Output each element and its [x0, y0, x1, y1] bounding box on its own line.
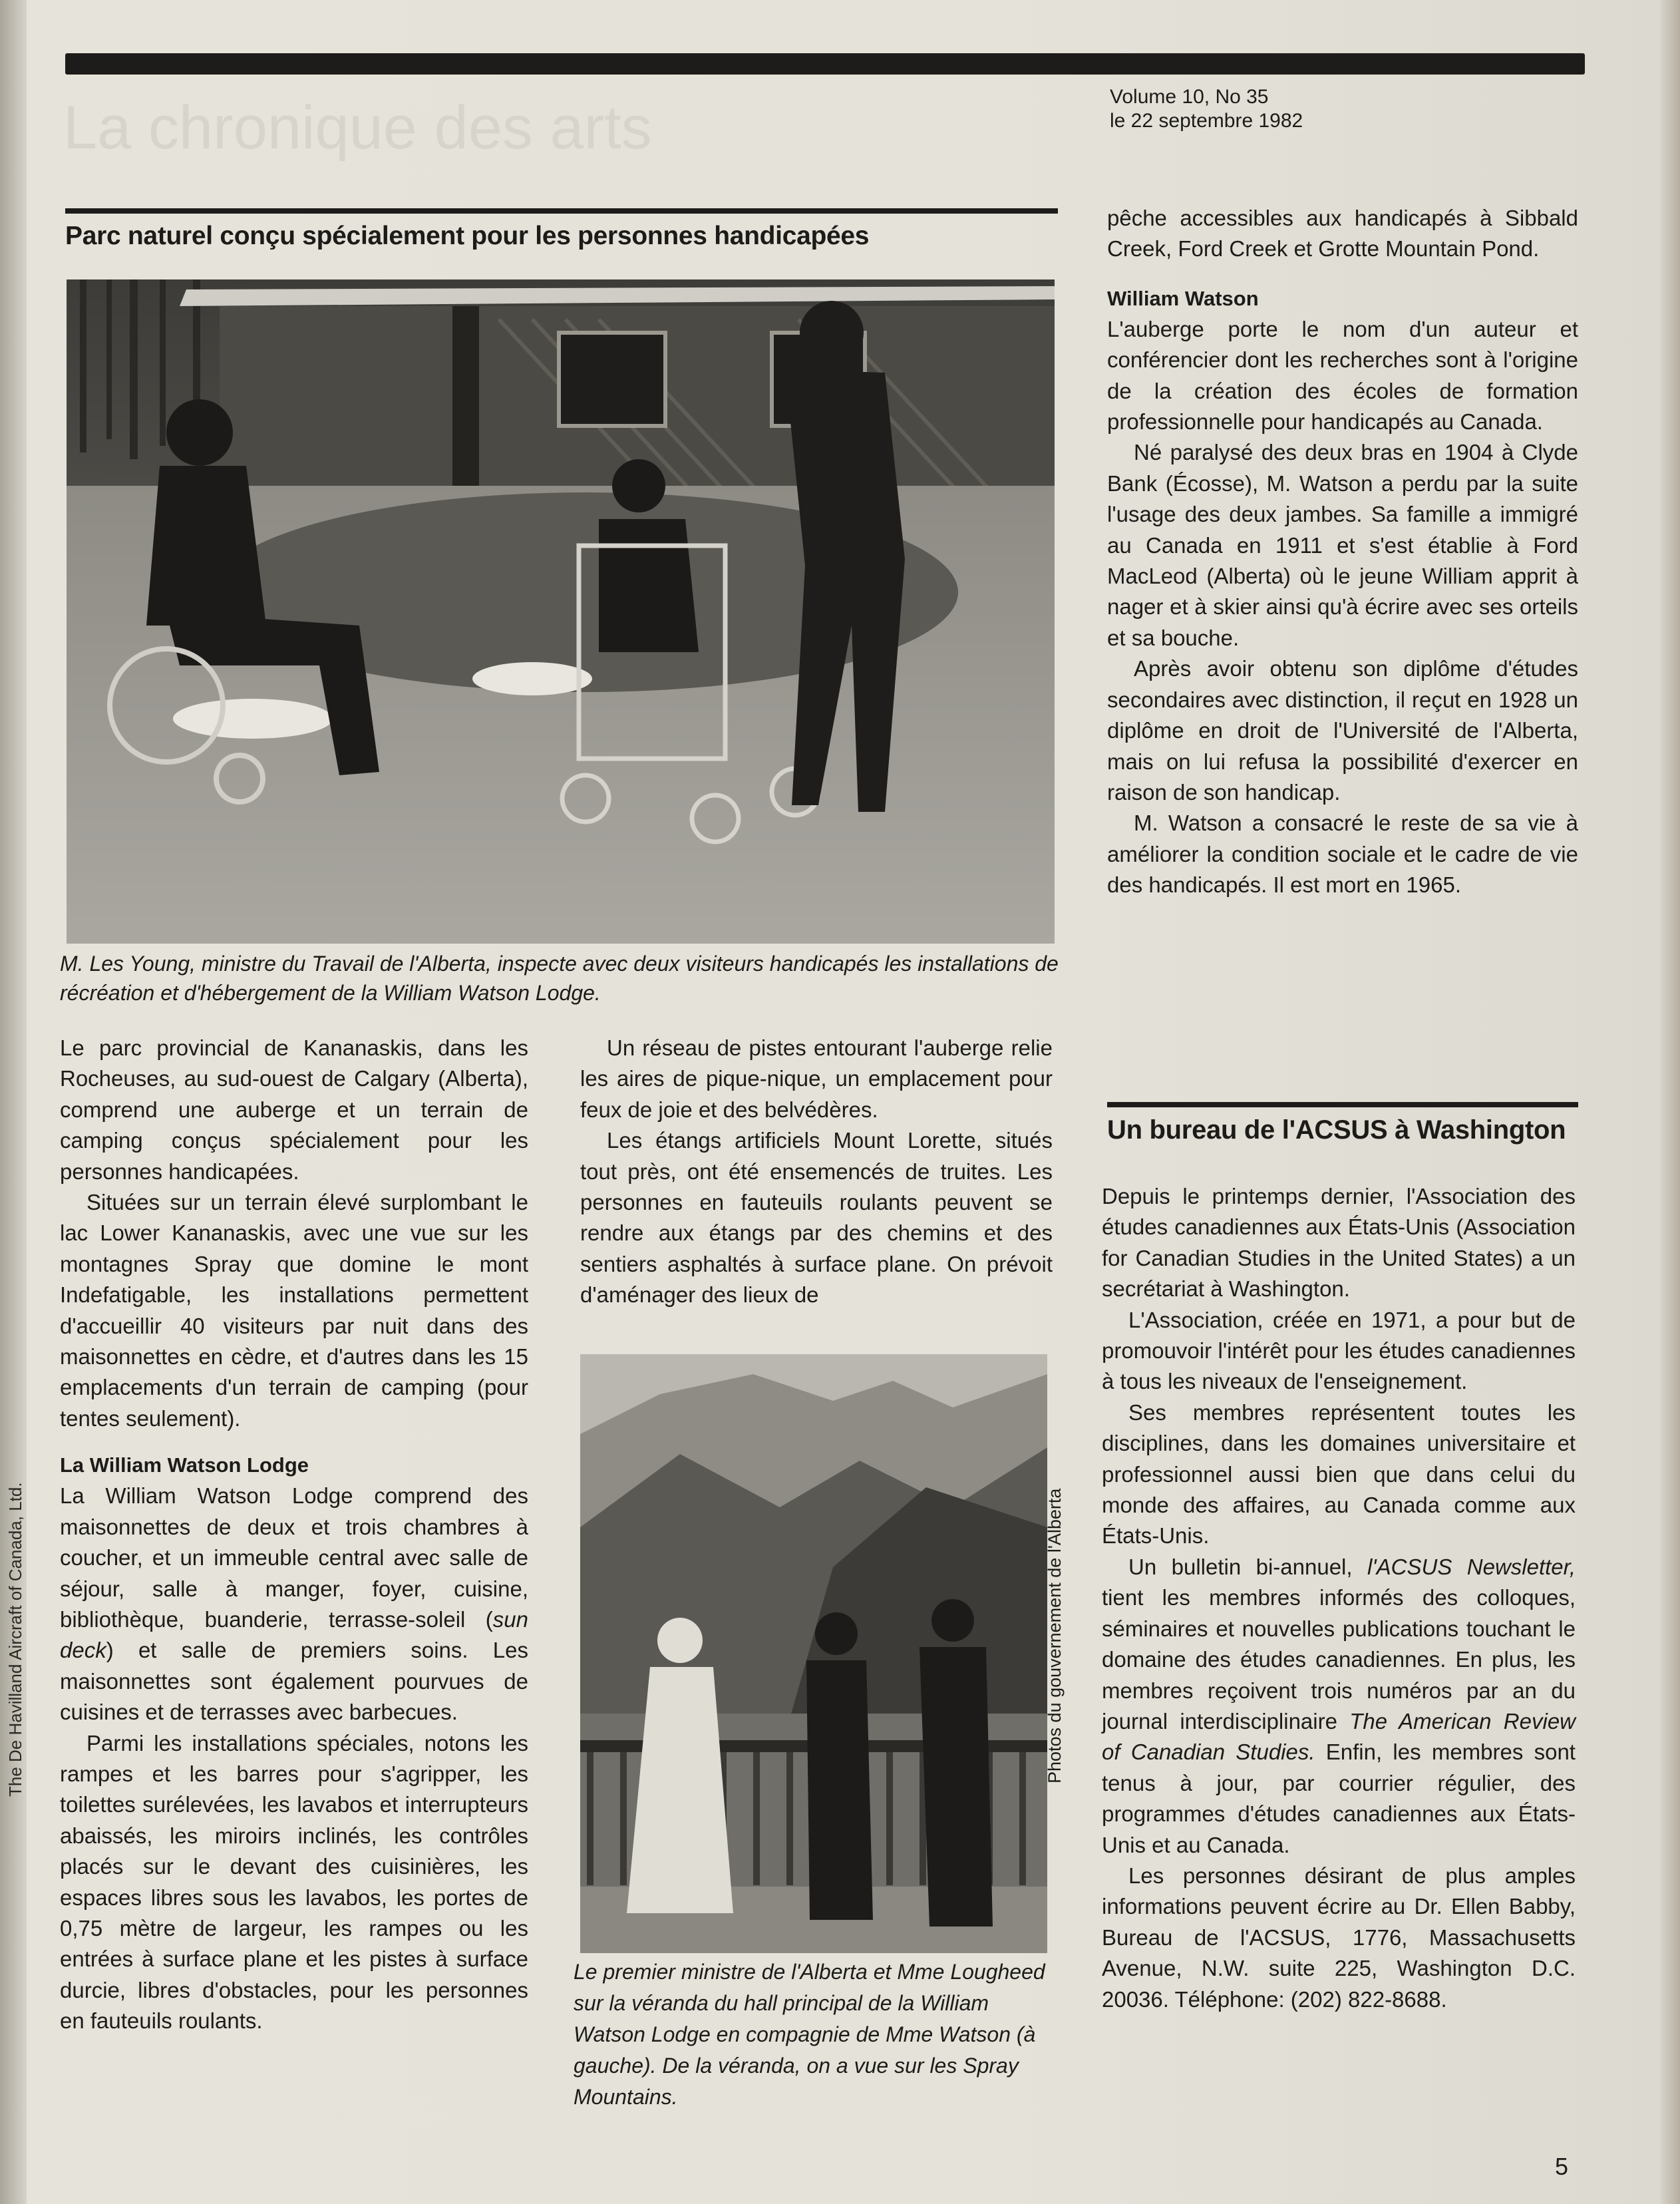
- volume-number: Volume 10, No 35: [1110, 86, 1269, 108]
- paragraph: Situées sur un terrain élevé surplombant le lac Lower Kananaskis, avec une vue sur les montagnes Spray que domine le mont Indefatigable, les installations permettent d'accueillir 40 visiteurs par nuit dans des maisonnettes en cèdre, et d'autres dans les 15 emplacements d'un terrain de camping (pour tentes seulement).: [60, 1190, 528, 1431]
- text-run: Un bulletin bi-annuel,: [1128, 1554, 1367, 1579]
- binding-credit: The De Havilland Aircraft of Canada, Ltd.: [5, 1482, 25, 1797]
- text-run: Enfin, les membres sont tenus à jour, par courrier régulier, des programmes d'études canadiennes aux États-Unis et au Canada.: [1102, 1740, 1576, 1857]
- photo-veranda-image: [580, 1354, 1047, 1953]
- paragraph: [1102, 1552, 1576, 1861]
- text-run: ) et salle de premiers soins. Les maisonnettes sont également pourvues de cuisines et de terrasses avec barbecues.: [60, 1638, 528, 1725]
- text-run: La William Watson Lodge comprend des maisonnettes de deux et trois chambres à coucher, et un immeuble central avec salle de séjour, salle à manger, foyer, cuisine, bibliothèque, buanderie, terrasse-soleil (: [60, 1483, 528, 1632]
- paragraph: pêche accessibles aux handicapés à Sibbald Creek, Ford Creek et Grotte Mountain Pond.: [1107, 206, 1578, 262]
- article2-body: [1102, 1181, 1576, 2015]
- emphasis: The American Review of Canadian Studies.: [1102, 1708, 1576, 1765]
- paragraph: [60, 1481, 528, 1728]
- paragraph: Les étangs artificiels Mount Lorette, situés tout près, ont été ensemencés de truites. Les personnes en fauteuils roulants peuvent se rendre aux étangs par des chemins et des sentiers asphaltés à surface plane. On prévoit d'aménager des lieux de: [580, 1128, 1053, 1308]
- article1-column2: [580, 1033, 1053, 1311]
- paragraph: Né paralysé des deux bras en 1904 à Clyde Bank (Écosse), M. Watson a perdu par la suite l'usage des deux jambes. Sa famille a immigré au Canada en 1911 et s'est établie à Ford MacLeod (Alberta) où le jeune William apprit à nager et à skier ainsi qu'à écrire avec ses orteils et sa bouche.: [1107, 440, 1578, 650]
- paragraph: Les personnes désirant de plus amples informations peuvent écrire au Dr. Ellen Babby, Bureau de l'ACSUS, 1776, Massachusetts Avenue, N.W. suite 225, Washington D.C. 20036. Téléphone: (202) 822-8688.: [1102, 1863, 1576, 2012]
- page-edge: [1660, 0, 1680, 2204]
- photo1-caption: M. Les Young, ministre du Travail de l'Alberta, inspecte avec deux visiteurs handicapés les installations de récréation et d'hébergement de la William Watson Lodge.: [60, 952, 1059, 1005]
- paragraph: Le parc provincial de Kananaskis, dans les Rocheuses, au sud-ouest de Calgary (Alberta), comprend une auberge et un terrain de camping conçus spécialement pour les personnes handicapées.: [60, 1035, 528, 1184]
- paragraph: M. Watson a consacré le reste de sa vie à améliorer la condition sociale et le cadre de vie des handicapés. Il est mort en 1965.: [1107, 811, 1578, 898]
- subheading-watson: William Watson: [1107, 286, 1259, 310]
- article1-column1: [60, 1033, 528, 2037]
- issue-date: le 22 septembre 1982: [1110, 110, 1303, 132]
- top-rule: [65, 53, 1585, 75]
- page-number: 5: [1555, 2153, 1569, 2180]
- ghost-masthead: La chronique des arts: [63, 94, 652, 162]
- subheading-lodge: La William Watson Lodge: [60, 1453, 309, 1477]
- photo-credit: Photos du gouvernement de l'Alberta: [1045, 1488, 1065, 1783]
- emphasis: l'ACSUS Newsletter,: [1367, 1554, 1576, 1579]
- paragraph: Depuis le printemps dernier, l'Association des études canadiennes aux États-Unis (Association for Canadian Studies in the United States) a un secrétariat à Washington.: [1102, 1184, 1576, 1302]
- article1-column3: [1107, 203, 1578, 901]
- emphasis: sun deck: [60, 1606, 528, 1663]
- paragraph: Un réseau de pistes entourant l'auberge relie les aires de pique-nique, un emplacement pour feux de joie et des belvédères.: [580, 1035, 1053, 1122]
- photo-lodge-visit-image: [67, 279, 1055, 944]
- paragraph: Ses membres représentent toutes les disciplines, dans les domaines universitaire et professionnel aussi bien que dans celui du monde des affaires, au Canada comme aux États-Unis.: [1102, 1399, 1576, 1549]
- photo2-caption: Le premier ministre de l'Alberta et Mme Lougheed sur la véranda du hall principal de la William Watson Lodge en compagnie de Mme Watson (à gauche). De la véranda, on a vue sur les Spray Mountains.: [574, 1960, 1045, 2109]
- article2-rule: [1107, 1102, 1578, 1107]
- article1-title: Parc naturel conçu spécialement pour les personnes handicapées: [65, 222, 870, 250]
- paragraph: L'auberge porte le nom d'un auteur et conférencier dont les recherches sont à l'origine de la création des écoles de formation professionnelle pour handicapés au Canada.: [1107, 316, 1578, 435]
- photo-veranda: [580, 1354, 1047, 1953]
- paragraph: Parmi les installations spéciales, notons les rampes et les barres pour s'agripper, les toilettes surélevées, les lavabos et interrupteurs abaissés, les miroirs inclinés, les contrôles placés sur le devant des cuisinières, les espaces libres sous les lavabos, les portes de 0,75 mètre de largeur, les rampes ou les entrées à surface plane et les pistes à surface durcie, libres d'obstacles, pour les personnes en fauteuils roulants.: [60, 1730, 528, 2034]
- article2-title: Un bureau de l'ACSUS à Washington: [1107, 1115, 1566, 1145]
- paragraph: Après avoir obtenu son diplôme d'études secondaires avec distinction, il reçut en 1928 un diplôme en droit de l'Université de l'Alberta, mais on lui refusa la possibilité d'exercer en raison de son handicap.: [1107, 656, 1578, 805]
- headline-rule: [65, 208, 1058, 214]
- text-run: tient les membres informés des colloques, séminaires et nouvelles publications touchant le domaine des études canadiennes. En plus, les membres reçoivent trois numéros par an du journal interdisciplinaire: [1102, 1585, 1576, 1734]
- masthead: [1110, 85, 1303, 133]
- paragraph: L'Association, créée en 1971, a pour but de promouvoir l'intérêt pour les études canadiennes à tous les niveaux de l'enseignement.: [1102, 1307, 1576, 1394]
- photo-lodge-visit: [67, 279, 1055, 944]
- binding-shadow: [0, 0, 27, 2204]
